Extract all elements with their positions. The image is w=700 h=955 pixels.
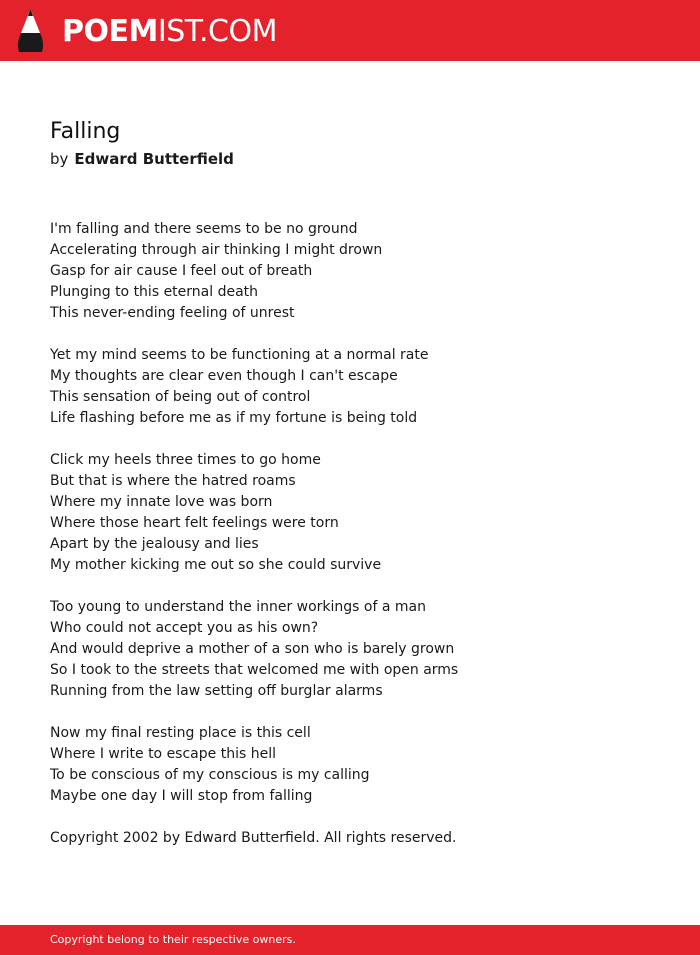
- poem-title: Falling: [50, 119, 121, 144]
- poem-line: To be conscious of my conscious is my calling: [50, 767, 370, 783]
- poem-line: Where my innate love was born: [50, 494, 273, 510]
- poem-line: Now my final resting place is this cell: [50, 725, 311, 741]
- poem-stanza: [50, 597, 670, 702]
- poem-line: Running from the law setting off burglar alarms: [50, 683, 383, 699]
- author-name: Edward Butterfield: [74, 150, 234, 168]
- site-logo[interactable]: [62, 12, 277, 52]
- poem-line: Plunging to this eternal death: [50, 284, 259, 300]
- footer-text: Copyright belong to their respective owners.: [50, 933, 296, 946]
- poem-line: This sensation of being out of control: [50, 389, 311, 405]
- poem-stanza: [50, 345, 670, 429]
- poem-line: Where those heart felt feelings were torn: [50, 515, 339, 531]
- poem-line: And would deprive a mother of a son who is barely grown: [50, 641, 455, 657]
- poem-body: [50, 219, 670, 849]
- poem-line: Apart by the jealousy and lies: [50, 536, 259, 552]
- site-header: [0, 0, 700, 61]
- poem-stanza: [50, 450, 670, 576]
- poem-line: My thoughts are clear even though I can't escape: [50, 368, 398, 384]
- poem-line: Maybe one day I will stop from falling: [50, 788, 313, 804]
- poem-line: Click my heels three times to go home: [50, 452, 321, 468]
- poem-line: This never-ending feeling of unrest: [50, 305, 295, 321]
- pencil-tip-icon[interactable]: [17, 9, 44, 52]
- poem-line: But that is where the hatred roams: [50, 473, 296, 489]
- poem-line: Accelerating through air thinking I might drown: [50, 242, 383, 258]
- poem-line: Yet my mind seems to be functioning at a normal rate: [50, 347, 429, 363]
- byline: [50, 149, 234, 169]
- by-label: by: [50, 150, 69, 168]
- poem-line: Gasp for air cause I feel out of breath: [50, 263, 313, 279]
- poem-stanza: [50, 723, 670, 807]
- logo-text-bold: POEM: [62, 14, 158, 49]
- poem-stanza: [50, 219, 670, 324]
- site-footer: [0, 925, 700, 955]
- poem-line: Life flashing before me as if my fortune is being told: [50, 410, 418, 426]
- copyright-notice: Copyright 2002 by Edward Butterfield. All rights reserved.: [50, 830, 457, 846]
- poem-line: Where I write to escape this hell: [50, 746, 276, 762]
- poem-line: Too young to understand the inner workings of a man: [50, 599, 426, 615]
- poem-line: Who could not accept you as his own?: [50, 620, 319, 636]
- poem-line: My mother kicking me out so she could survive: [50, 557, 382, 573]
- poem-line: So I took to the streets that welcomed me with open arms: [50, 662, 459, 678]
- logo-text-light: IST.COM: [157, 14, 277, 49]
- poem-line: I'm falling and there seems to be no ground: [50, 221, 358, 237]
